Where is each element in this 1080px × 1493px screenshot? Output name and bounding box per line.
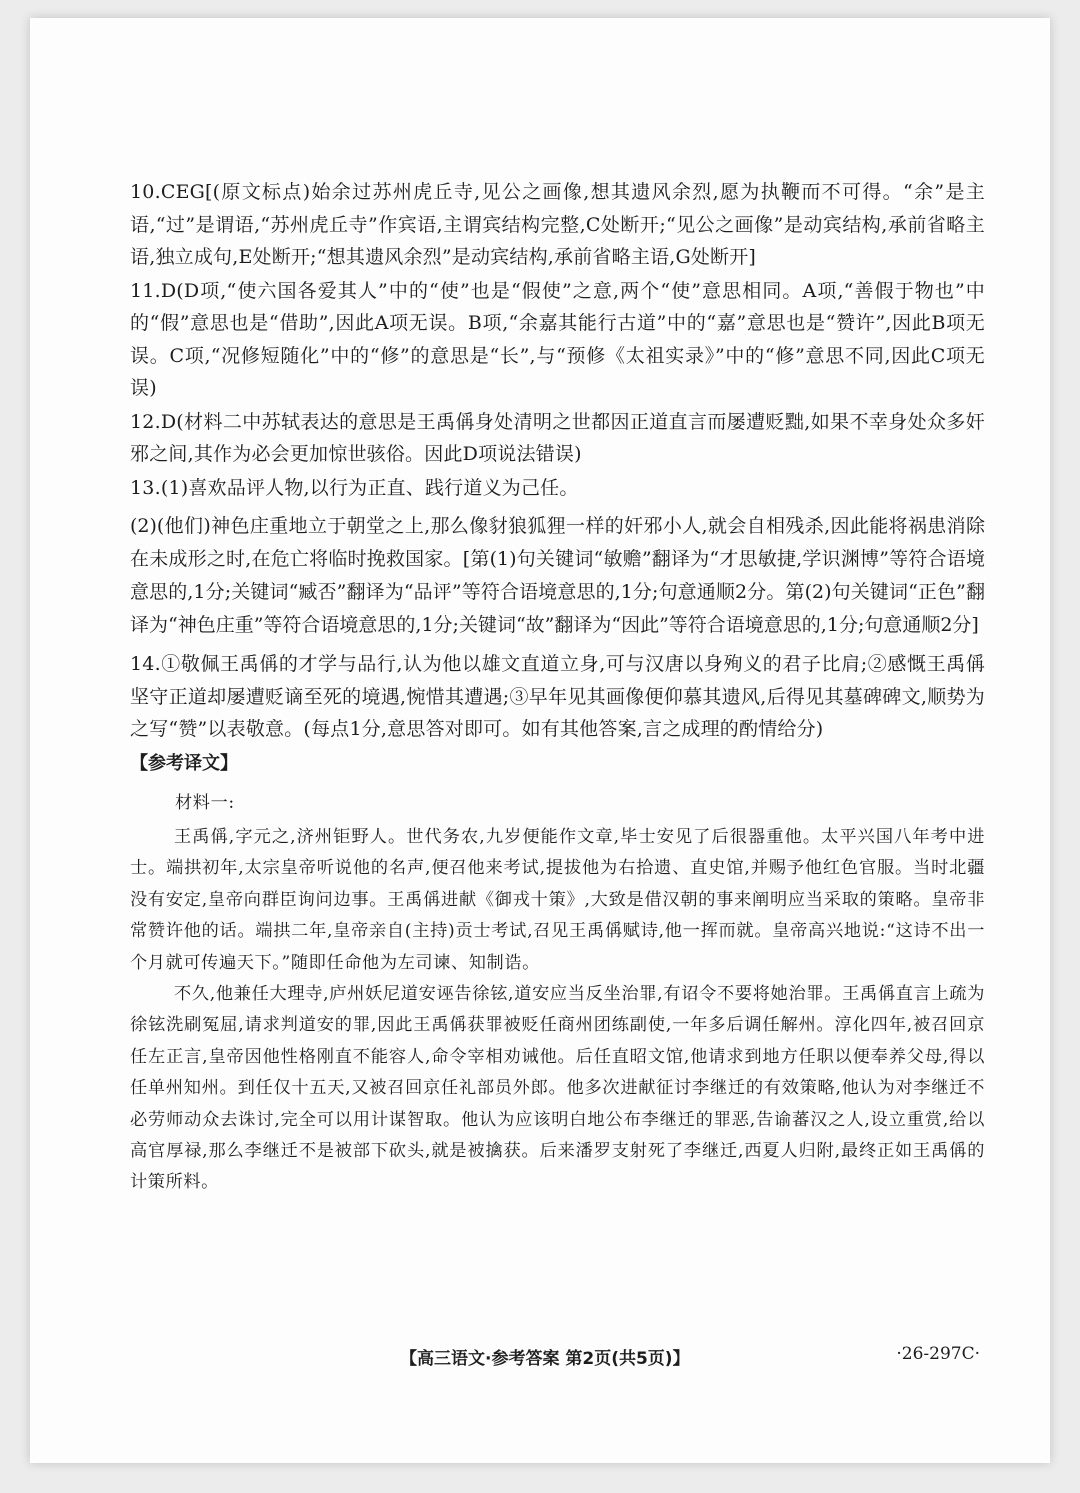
answer-item-14 xyxy=(130,648,985,746)
answer-text: (1)喜欢品评人物,以行为正直、践行道义为己任。 xyxy=(160,476,579,499)
answer-item-12 xyxy=(130,406,985,471)
question-number: 10. xyxy=(130,181,161,203)
answer-item-13-part2: (2)(他们)神色庄重地立于朝堂之上,那么像豺狼狐狸一样的奸邪小人,就会自相残杀,因此能将祸患消除在未成形之时,在危亡将临时挽救国家。[第(1)句关键词“敏赡”翻译为“才思敏捷,学识渊博”等符合语境意思的,1分;关键词“臧否”翻译为“品评”等符合语境意思的,1分;句意通顺2分。第(2)句关键词“正色”翻译为“神色庄重”等符合语境意思的,1分;关键词“故”翻译为“因此”等符合语境意思的,1分;句意通顺2分] xyxy=(130,515,985,636)
question-number: 12. xyxy=(130,410,161,433)
footer-title: 【高三语文·参考答案 第2页(共5页)】 xyxy=(400,1349,690,1369)
question-number: 14. xyxy=(130,653,161,675)
answer-item-11 xyxy=(130,275,985,405)
material-label: 材料一: xyxy=(175,792,235,813)
translation-paragraph: 不久,他兼任大理寺,庐州妖尼道安诬告徐铉,道安应当反坐治罪,有诏令不要将她治罪。王禹偁直言上疏为徐铉洗刷冤屈,请求判道安的罪,因此王禹偁获罪被贬任商州团练副使,一年多后调任解州。淳化四年,被召回京任左正言,皇帝因他性格刚直不能容人,命令宰相劝诫他。后任直昭文馆,他请求到地方任职以便奉养父母,得以任单州知州。到任仅十五天,又被召回京任礼部员外郎。他多次进献征讨李继迁的有效策略,他认为对李继迁不必劳师动众去诛讨,完全可以用计谋智取。他认为应该明白地公布李继迁的罪恶,告谕蕃汉之人,设立重赏,给以高官厚禄,那么李继迁不是被部下砍头,就是被擒获。后来潘罗支射死了李继迁,西夏人归附,最终正如王禹偁的计策所料。 xyxy=(130,983,985,1193)
answer-text: D(D项,“使六国各爱其人”中的“使”也是“假使”之意,两个“使”意思相同。A项,“善假于物也”中的“假”意思也是“借助”,因此A项无误。B项,“余嘉其能行古道”中的“嘉”意思也是“赞许”,因此B项无误。C项,“况修短随化”中的“修”的意思是“长”,与“预修《太祖实录》”中的“修”意思不同,因此C项无误) xyxy=(130,279,985,399)
question-number: 11. xyxy=(130,279,161,302)
answer-item-13 xyxy=(130,472,985,505)
answer-item-10 xyxy=(130,176,985,274)
answer-sheet-page xyxy=(30,18,1050,1463)
answer-text: CEG[(原文标点)始余过苏州虎丘寺,见公之画像,想其遗风余烈,愿为执鞭而不可得。“余”是主语,“过”是谓语,“苏州虎丘寺”作宾语,主谓宾结构完整,C处断开;“见公之画像”是动宾结构,承前省略主语,独立成句,E处断开;“想其遗风余烈”是动宾结构,承前省略主语,G处断开] xyxy=(130,181,985,268)
footer-code: ·26-297C· xyxy=(896,1344,980,1364)
translation-heading: 【参考译文】 xyxy=(130,752,238,774)
page-footer xyxy=(400,1344,980,1369)
answer-text: ①敬佩王禹偁的才学与品行,认为他以雄文直道立身,可与汉唐以身殉义的君子比肩;②感慨王禹偁坚守正道却屡遭贬谪至死的境遇,惋惜其遭遇;③早年见其画像便仰慕其遗风,后得见其墓碑碑文,顺势为之写“赞”以表敬意。(每点1分,意思答对即可。如有其他答案,言之成理的酌情给分) xyxy=(130,653,985,740)
answer-text: D(材料二中苏轼表达的意思是王禹偁身处清明之世都因正道直言而屡遭贬黜,如果不幸身处众多奸邪之间,其作为必会更加惊世骇俗。因此D项说法错误) xyxy=(130,410,985,465)
question-number: 13. xyxy=(130,476,161,499)
translation-paragraph: 王禹偁,字元之,济州钜野人。世代务农,九岁便能作文章,毕士安见了后很器重他。太平兴国八年考中进士。端拱初年,太宗皇帝听说他的名声,便召他来考试,提拔他为右拾遗、直史馆,并赐予他红色官服。当时北疆没有安定,皇帝向群臣询问边事。王禹偁进献《御戎十策》,大致是借汉朝的事来阐明应当采取的策略。皇帝非常赞许他的话。端拱二年,皇帝亲自(主持)贡士考试,召见王禹偁赋诗,他一挥而就。皇帝高兴地说:“这诗不出一个月就可传遍天下。”随即任命他为左司谏、知制诰。 xyxy=(130,826,985,973)
translation-section xyxy=(130,788,985,1199)
answer-content xyxy=(130,176,985,1199)
